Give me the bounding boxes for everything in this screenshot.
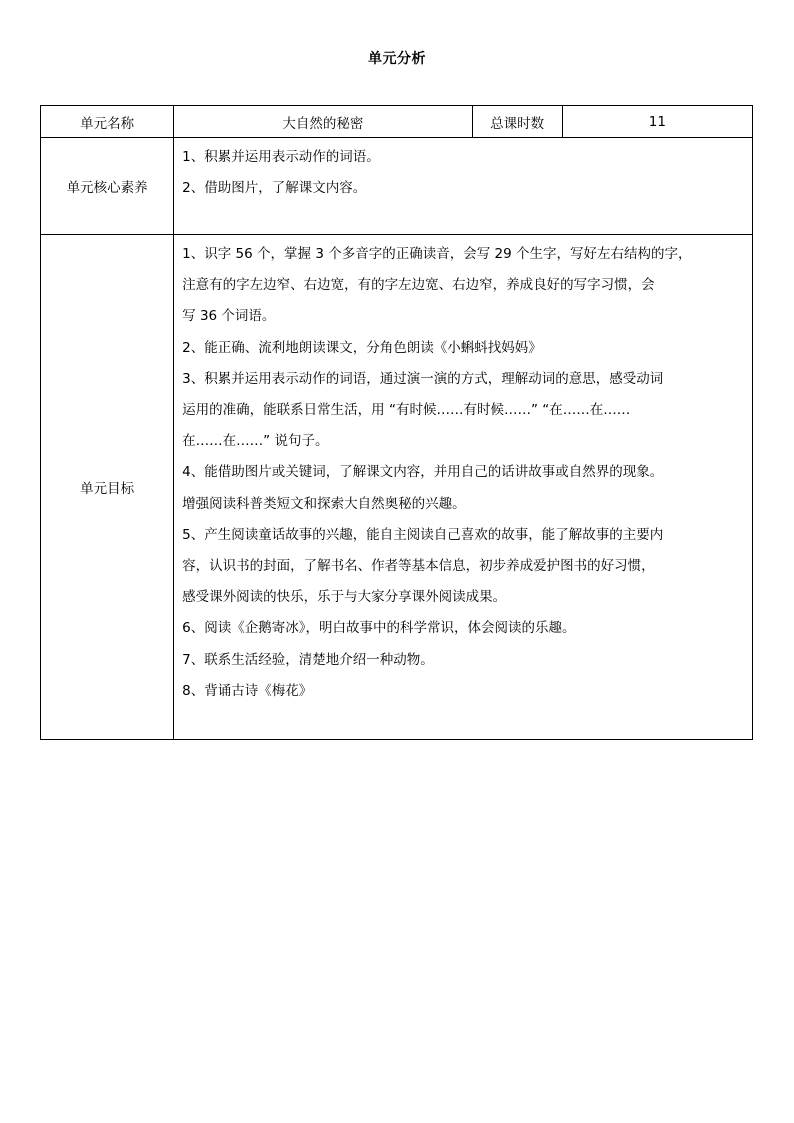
goal-line: 运用的准确，能联系日常生活，用 “有时候……有时候……” “在……在…… [182,402,631,419]
goal-line: 容，认识书的封面，了解书名、作者等基本信息，初步养成爱护图书的好习惯， [182,558,655,575]
unit-name-value: 大自然的秘密 [174,106,472,138]
unit-goals-content [174,235,753,740]
goal-line: 在……在……” 说句子。 [182,433,329,450]
unit-name-label: 单元名称 [41,106,174,138]
core-literacy-line: 2、借助图片，了解课文内容。 [182,180,367,196]
total-hours-value: 11 [562,106,752,138]
core-literacy-line: 1、积累并运用表示动作的词语。 [182,149,380,165]
goal-line: 4、能借助图片或关键词，了解课文内容，并用自己的话讲故事或自然界的现象。 [182,464,664,481]
total-hours-label: 总课时数 [472,106,562,138]
header-row [41,106,753,138]
goal-line: 2、能正确、流利地朗读课文，分角色朗读《小蝌蚪找妈妈》 [182,339,542,356]
unit-analysis-table [40,105,753,740]
goal-line: 6、阅读《企鹅寄冰》，明白故事中的科学常识，体会阅读的乐趣。 [182,620,576,637]
goal-line: 1、识字 56 个，掌握 3 个多音字的正确读音，会写 29 个生字，写好左右结构的字， [182,246,692,262]
goal-line: 感受课外阅读的快乐，乐于与大家分享课外阅读成果。 [182,589,507,606]
goal-line: 8、背诵古诗《梅花》 [182,682,313,699]
core-literacy-content [174,138,753,235]
goal-line: 7、联系生活经验，清楚地介绍一种动物。 [182,651,434,668]
page-title: 单元分析 [368,51,426,67]
goal-line: 增强阅读科普类短文和探索大自然奥秘的兴趣。 [182,495,466,512]
unit-goals-row [41,235,753,740]
unit-goals-label: 单元目标 [41,235,174,740]
core-literacy-label: 单元核心素养 [41,138,174,235]
goal-line: 5、产生阅读童话故事的兴趣，能自主阅读自己喜欢的故事，能了解故事的主要内 [182,526,664,543]
goal-line: 3、积累并运用表示动作的词语，通过演一演的方式，理解动词的意思，感受动词 [182,370,664,387]
goal-line: 注意有的字左边窄、右边宽，有的字左边宽、右边窄，养成良好的写字习惯，会 [182,277,655,294]
goal-line: 写 36 个词语。 [182,308,276,325]
core-literacy-row [41,138,753,235]
